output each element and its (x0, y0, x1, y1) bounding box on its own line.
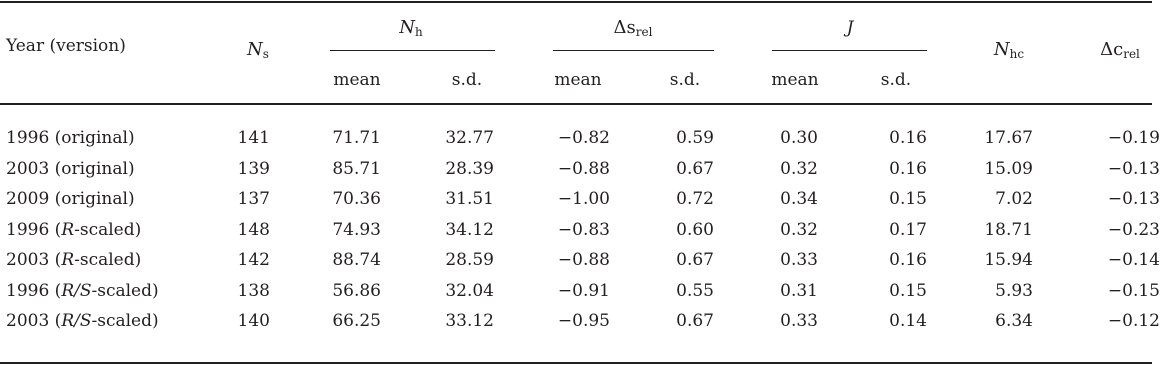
cell-ns: 137 (237, 189, 270, 209)
cell-ns: 140 (237, 311, 270, 331)
top-rule (0, 1, 1152, 3)
cell-nh-mean: 70.36 (332, 189, 381, 209)
cell-j-sd: 0.16 (889, 158, 927, 179)
header-ns: $N_s$ (247, 39, 269, 61)
cell-ds-mean: −0.88 (557, 158, 610, 179)
cell-dc: −0.13 (1107, 158, 1160, 179)
header-ds: $\Delta s_{rel}$ (613, 17, 653, 39)
cell-nhc: 7.02 (995, 189, 1033, 209)
cell-j-mean: 0.33 (780, 250, 818, 270)
cell-nh-mean: 88.74 (332, 250, 381, 270)
cell-nhc: 5.93 (995, 280, 1033, 301)
cell-ds-sd: 0.60 (676, 219, 714, 240)
nh-group-rule (330, 50, 495, 51)
cell-ds-mean: −0.88 (557, 250, 610, 270)
subheader-ds-mean: mean (554, 70, 602, 90)
subheader-j-sd: s.d. (880, 70, 912, 90)
cell-nh-mean: 85.71 (332, 158, 381, 179)
row-year-label: 1996 (R-scaled) (6, 219, 142, 240)
cell-nh-mean: 74.93 (332, 219, 381, 240)
cell-nh-sd: 32.04 (445, 280, 494, 301)
header-nh: $N_h$ (399, 17, 423, 39)
cell-ns: 139 (237, 158, 270, 179)
header-j: J (846, 18, 854, 38)
cell-j-sd: 0.16 (889, 250, 927, 270)
cell-dc: −0.14 (1107, 250, 1160, 270)
cell-j-sd: 0.17 (889, 219, 927, 240)
cell-j-mean: 0.30 (780, 128, 818, 148)
cell-ds-sd: 0.67 (676, 311, 714, 331)
j-group-rule (772, 50, 927, 51)
cell-nh-sd: 28.59 (445, 250, 494, 270)
cell-j-mean: 0.31 (780, 280, 818, 301)
cell-nh-sd: 33.12 (445, 311, 494, 331)
cell-ds-sd: 0.59 (676, 128, 714, 148)
bottom-rule (0, 362, 1152, 364)
subheader-ds-sd: s.d. (669, 70, 701, 90)
cell-nhc: 6.34 (995, 311, 1033, 331)
cell-j-mean: 0.32 (780, 219, 818, 240)
cell-nhc: 15.94 (984, 250, 1033, 270)
cell-nh-sd: 32.77 (445, 128, 494, 148)
cell-j-sd: 0.14 (889, 311, 927, 331)
cell-ds-sd: 0.55 (676, 280, 714, 301)
row-year-label: 2009 (original) (6, 189, 135, 209)
row-year-label: 2003 (R-scaled) (6, 250, 142, 270)
header-year: Year (version) (6, 36, 126, 56)
cell-nhc: 17.67 (984, 128, 1033, 148)
cell-ds-mean: −0.83 (557, 219, 610, 240)
subheader-nh-mean: mean (333, 70, 381, 90)
cell-ds-sd: 0.72 (676, 189, 714, 209)
cell-nhc: 18.71 (984, 219, 1033, 240)
cell-dc: −0.12 (1107, 311, 1160, 331)
cell-j-sd: 0.16 (889, 128, 927, 148)
header-dc: $\Delta c_{rel}$ (1100, 39, 1140, 61)
cell-dc: −0.13 (1107, 189, 1160, 209)
cell-j-sd: 0.15 (889, 280, 927, 301)
cell-nh-mean: 66.25 (332, 311, 381, 331)
row-year-label: 2003 (R/S-scaled) (6, 311, 159, 331)
row-year-label: 1996 (R/S-scaled) (6, 280, 159, 301)
cell-nh-sd: 34.12 (445, 219, 494, 240)
cell-ds-mean: −0.82 (557, 128, 610, 148)
cell-dc: −0.23 (1107, 219, 1160, 240)
cell-j-mean: 0.34 (780, 189, 818, 209)
ds-group-rule (553, 50, 714, 51)
cell-ds-mean: −0.95 (557, 311, 610, 331)
cell-ns: 141 (237, 128, 270, 148)
cell-ns: 148 (237, 219, 270, 240)
cell-ds-mean: −0.91 (557, 280, 610, 301)
cell-ds-sd: 0.67 (676, 250, 714, 270)
cell-j-mean: 0.32 (780, 158, 818, 179)
cell-ds-mean: −1.00 (557, 189, 610, 209)
cell-j-sd: 0.15 (889, 189, 927, 209)
header-nhc: $N_{hc}$ (993, 39, 1025, 61)
row-year-label: 1996 (original) (6, 128, 135, 148)
cell-nh-sd: 28.39 (445, 158, 494, 179)
subheader-nh-sd: s.d. (451, 70, 483, 90)
cell-ds-sd: 0.67 (676, 158, 714, 179)
cell-nhc: 15.09 (984, 158, 1033, 179)
header-rule (0, 103, 1152, 105)
cell-j-mean: 0.33 (780, 311, 818, 331)
row-year-label: 2003 (original) (6, 158, 135, 179)
cell-nh-mean: 56.86 (332, 280, 381, 301)
subheader-j-mean: mean (771, 70, 819, 90)
cell-dc: −0.15 (1107, 280, 1160, 301)
cell-nh-sd: 31.51 (445, 189, 494, 209)
cell-ns: 142 (237, 250, 270, 270)
cell-nh-mean: 71.71 (332, 128, 381, 148)
cell-ns: 138 (237, 280, 270, 301)
cell-dc: −0.19 (1107, 128, 1160, 148)
